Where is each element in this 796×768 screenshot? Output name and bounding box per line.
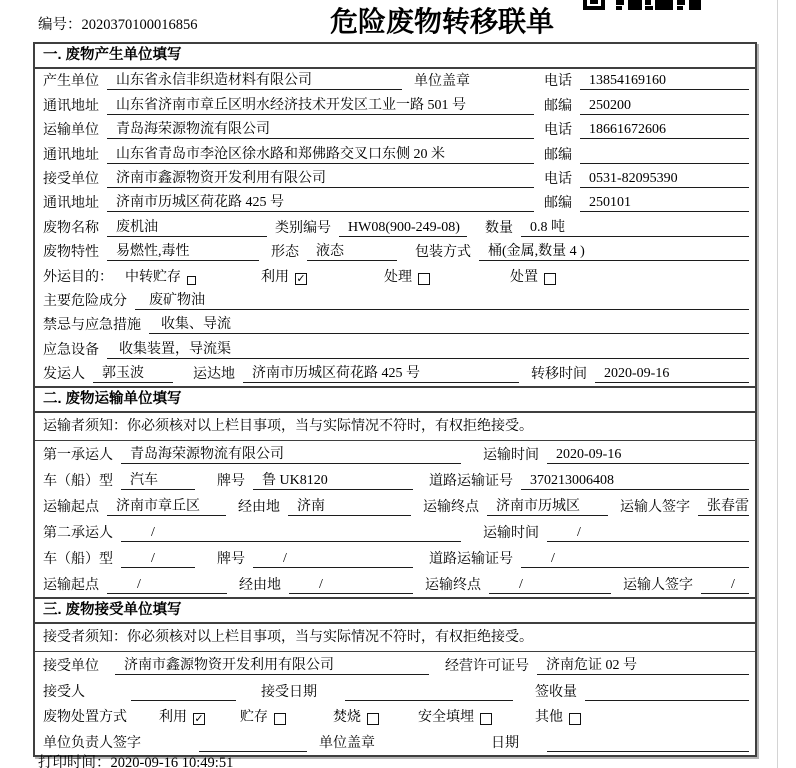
- carrier1-sign-value: 张春雷: [698, 498, 749, 516]
- transporter-phone-value: 18661672606: [580, 121, 749, 139]
- section1-header: 一. 废物产生单位填写: [35, 44, 755, 69]
- row-transporter-address: [35, 142, 755, 166]
- checkbox-utilize2: ✓: [194, 712, 204, 726]
- license-label: 经营许可证号: [445, 658, 529, 674]
- row-producer-address: [35, 93, 755, 117]
- row-carrier1-route: [35, 493, 755, 519]
- row-accept-unit: [35, 652, 755, 678]
- disposal-label: 废物处置方式: [43, 710, 127, 726]
- transfer-time-value: 2020-09-16: [595, 365, 749, 383]
- accept-date-label: 接受日期: [261, 684, 317, 700]
- terminus-label: 运输终点: [425, 578, 481, 594]
- disposal-option-label: 贮存: [240, 710, 268, 726]
- producer-value: 山东省永信非织造材料有限公司: [107, 72, 402, 90]
- vehicle-label: 车（船）型: [43, 474, 113, 490]
- carrier1-terminus-value: 济南市历城区: [487, 498, 608, 516]
- date-value: [547, 734, 749, 752]
- checkbox-other: [569, 713, 581, 725]
- category-label: 类别编号: [275, 220, 331, 236]
- row-transporter: [35, 118, 755, 142]
- section3-body: [35, 624, 755, 755]
- address-label: 通讯地址: [43, 147, 99, 163]
- sign-label: 运输人签字: [623, 578, 693, 594]
- vehicle-label: 车（船）型: [43, 552, 113, 568]
- row-receiver: [35, 167, 755, 191]
- carrier1-plate-value: 鲁 UK8120: [253, 472, 413, 490]
- carrier2-terminus-value: /: [489, 576, 611, 594]
- manager-sign-label: 单位负责人签字: [43, 736, 141, 752]
- row-recipient: [35, 678, 755, 704]
- row-carrier2-vehicle: [35, 545, 755, 571]
- carrier2-sign-value: /: [701, 576, 749, 594]
- page-title: 危险废物转移联单: [330, 6, 555, 37]
- transporter-zip-value: [580, 146, 749, 164]
- unit-seal-label: 单位盖章: [414, 74, 470, 90]
- waste-name-label: 废物名称: [43, 220, 99, 236]
- transporter-notice: 运输者须知：你必须核对以上栏目事项，当与实际情况不符时，有权拒绝接受。: [35, 413, 755, 441]
- serial-label: 编号：: [38, 17, 82, 33]
- transporter-address-value: 山东省青岛市李沧区徐水路和郑佛路交叉口东侧 20 米: [107, 146, 534, 164]
- via-label: 经由地: [238, 500, 281, 516]
- shipper-value: 郭玉波: [93, 365, 173, 383]
- checkbox-incinerate: [367, 713, 379, 725]
- checkbox-landfill: [480, 713, 492, 725]
- row-carrier1-vehicle: [35, 467, 755, 493]
- origin-label: 运输起点: [43, 578, 99, 594]
- carrier2-origin-value: /: [107, 576, 227, 594]
- checkbox-utilize: ✓: [296, 271, 306, 285]
- transfer-time-label: 转移时间: [531, 367, 587, 383]
- carrier2-value: /: [121, 524, 461, 542]
- hazard-value: 废矿物油: [135, 292, 749, 310]
- print-time: [38, 751, 233, 768]
- print-time-label: 打印时间：: [38, 755, 111, 768]
- qr-code-fragment: [583, 0, 701, 10]
- packing-value: 桶(金属,数量 4 ): [479, 243, 749, 261]
- disposal-option-label: 其他: [535, 710, 563, 726]
- row-disposal-method: [35, 704, 755, 730]
- license-value: 济南危证 02 号: [537, 657, 749, 675]
- producer-address-value: 山东省济南市章丘区明水经济技术开发区工业一路 501 号: [107, 97, 534, 115]
- receiver-notice: 接受者须知：你必须核对以上栏目事项，当与实际情况不符时，有权拒绝接受。: [35, 624, 755, 652]
- carrier2-plate-value: /: [253, 550, 413, 568]
- form-label: 形态: [271, 245, 299, 261]
- row-carrier2-route: [35, 571, 755, 597]
- disposal-option-label: 安全填埋: [418, 710, 474, 726]
- amount-value: [585, 683, 749, 701]
- phone-label: 电话: [544, 74, 572, 90]
- accept-unit-label: 接受单位: [43, 658, 99, 674]
- packing-label: 包装方式: [415, 245, 471, 261]
- equipment-label: 应急设备: [43, 342, 99, 358]
- quantity-value: 0.8 吨: [521, 219, 749, 237]
- carrier1-vehicle-value: 汽车: [121, 472, 195, 490]
- amount-label: 签收量: [535, 684, 577, 700]
- transport-time-label: 运输时间: [483, 448, 539, 464]
- property-label: 废物特性: [43, 245, 99, 261]
- row-waste-name: [35, 215, 755, 239]
- carrier1-permit-value: 370213006408: [521, 472, 749, 490]
- carrier2-permit-value: /: [521, 550, 749, 568]
- row-purpose: [35, 264, 755, 288]
- shipper-label: 发运人: [43, 367, 85, 383]
- purpose-label: 外运目的：: [43, 269, 113, 285]
- section2-header: 二. 废物运输单位填写: [35, 386, 755, 413]
- producer-phone-value: 13854169160: [580, 72, 749, 90]
- unit-seal-label: 单位盖章: [319, 736, 375, 752]
- road-permit-label: 道路运输证号: [429, 552, 513, 568]
- carrier2-time-value: /: [547, 524, 749, 542]
- checkbox-dispose: [544, 273, 556, 285]
- accept-unit-value: 济南市鑫源物资开发利用有限公司: [115, 657, 429, 675]
- recipient-label: 接受人: [43, 684, 85, 700]
- carrier1-via-value: 济南: [288, 498, 411, 516]
- carrier2-via-value: /: [289, 576, 413, 594]
- phone-label: 电话: [544, 171, 572, 187]
- disposal-option-label: 利用: [159, 710, 187, 726]
- terminus-label: 运输终点: [423, 500, 479, 516]
- plate-label: 牌号: [217, 474, 245, 490]
- sign-label: 运输人签字: [620, 500, 690, 516]
- manager-sign-value: [199, 734, 307, 752]
- phone-label: 电话: [544, 123, 572, 139]
- measures-label: 禁忌与应急措施: [43, 318, 141, 334]
- producer-zip-value: 250200: [580, 97, 749, 115]
- receiver-value: 济南市鑫源物资开发利用有限公司: [107, 170, 534, 188]
- row-emergency-equipment: [35, 337, 755, 361]
- recipient-value: [131, 683, 236, 701]
- purpose-option-label: 中转贮存: [125, 269, 181, 285]
- carrier1-time-value: 2020-09-16: [547, 446, 749, 464]
- carrier2-label: 第二承运人: [43, 526, 113, 542]
- print-time-value: 2020-09-16 10:49:51: [110, 755, 234, 768]
- date-label: 日期: [491, 736, 519, 752]
- carrier1-value: 青岛海荣源物流有限公司: [121, 446, 461, 464]
- destination-label: 运达地: [193, 367, 235, 383]
- producer-label: 产生单位: [43, 74, 99, 90]
- row-shipper: [35, 362, 755, 386]
- transport-time-label: 运输时间: [483, 526, 539, 542]
- zip-label: 邮编: [544, 98, 572, 114]
- quantity-label: 数量: [485, 220, 513, 236]
- measures-value: 收集、导流: [149, 316, 749, 334]
- category-code-value: HW08(900-249-08): [339, 219, 467, 237]
- section2-body: [35, 413, 755, 597]
- zip-label: 邮编: [544, 147, 572, 163]
- via-label: 经由地: [239, 578, 281, 594]
- purpose-option-label: 利用: [261, 269, 289, 285]
- checkbox-transfer-storage: [187, 276, 196, 285]
- row-emergency-measures: [35, 313, 755, 337]
- row-receiver-address: [35, 191, 755, 215]
- serial-value: 2020370100016856: [81, 17, 198, 33]
- waste-name-value: 废机油: [107, 219, 267, 237]
- row-carrier2: [35, 519, 755, 545]
- origin-label: 运输起点: [43, 500, 99, 516]
- row-hazard-component: [35, 289, 755, 313]
- transporter-label: 运输单位: [43, 123, 99, 139]
- equipment-value: 收集装置，导流渠: [107, 341, 749, 359]
- receiver-address-value: 济南市历城区荷花路 425 号: [107, 194, 534, 212]
- row-producer: [35, 69, 755, 93]
- transporter-value: 青岛海荣源物流有限公司: [107, 121, 534, 139]
- address-label: 通讯地址: [43, 196, 99, 212]
- property-value: 易燃性,毒性: [107, 243, 259, 261]
- receiver-label: 接受单位: [43, 171, 99, 187]
- section1-body: [35, 69, 755, 386]
- row-carrier1: [35, 441, 755, 467]
- hazard-label: 主要危险成分: [43, 293, 127, 309]
- serial-number: [38, 13, 198, 34]
- form-value: 液态: [307, 243, 397, 261]
- purpose-option-label: 处置: [510, 269, 538, 285]
- purpose-option-label: 处理: [384, 269, 412, 285]
- section3-header: 三. 废物接受单位填写: [35, 597, 755, 624]
- plate-label: 牌号: [217, 552, 245, 568]
- carrier1-origin-value: 济南市章丘区: [107, 498, 226, 516]
- zip-label: 邮编: [544, 196, 572, 212]
- road-permit-label: 道路运输证号: [429, 474, 513, 490]
- manifest-form: [33, 42, 757, 757]
- carrier2-vehicle-value: /: [121, 550, 195, 568]
- receiver-zip-value: 250101: [580, 194, 749, 212]
- destination-value: 济南市历城区荷花路 425 号: [243, 365, 519, 383]
- row-waste-property: [35, 240, 755, 264]
- disposal-option-label: 焚烧: [333, 710, 361, 726]
- address-label: 通讯地址: [43, 98, 99, 114]
- receiver-phone-value: 0531-82095390: [580, 170, 749, 188]
- checkbox-treat: [418, 273, 430, 285]
- page-edge-line: [777, 0, 778, 768]
- accept-date-value: [345, 683, 513, 701]
- carrier1-label: 第一承运人: [43, 448, 113, 464]
- checkbox-store: [274, 713, 286, 725]
